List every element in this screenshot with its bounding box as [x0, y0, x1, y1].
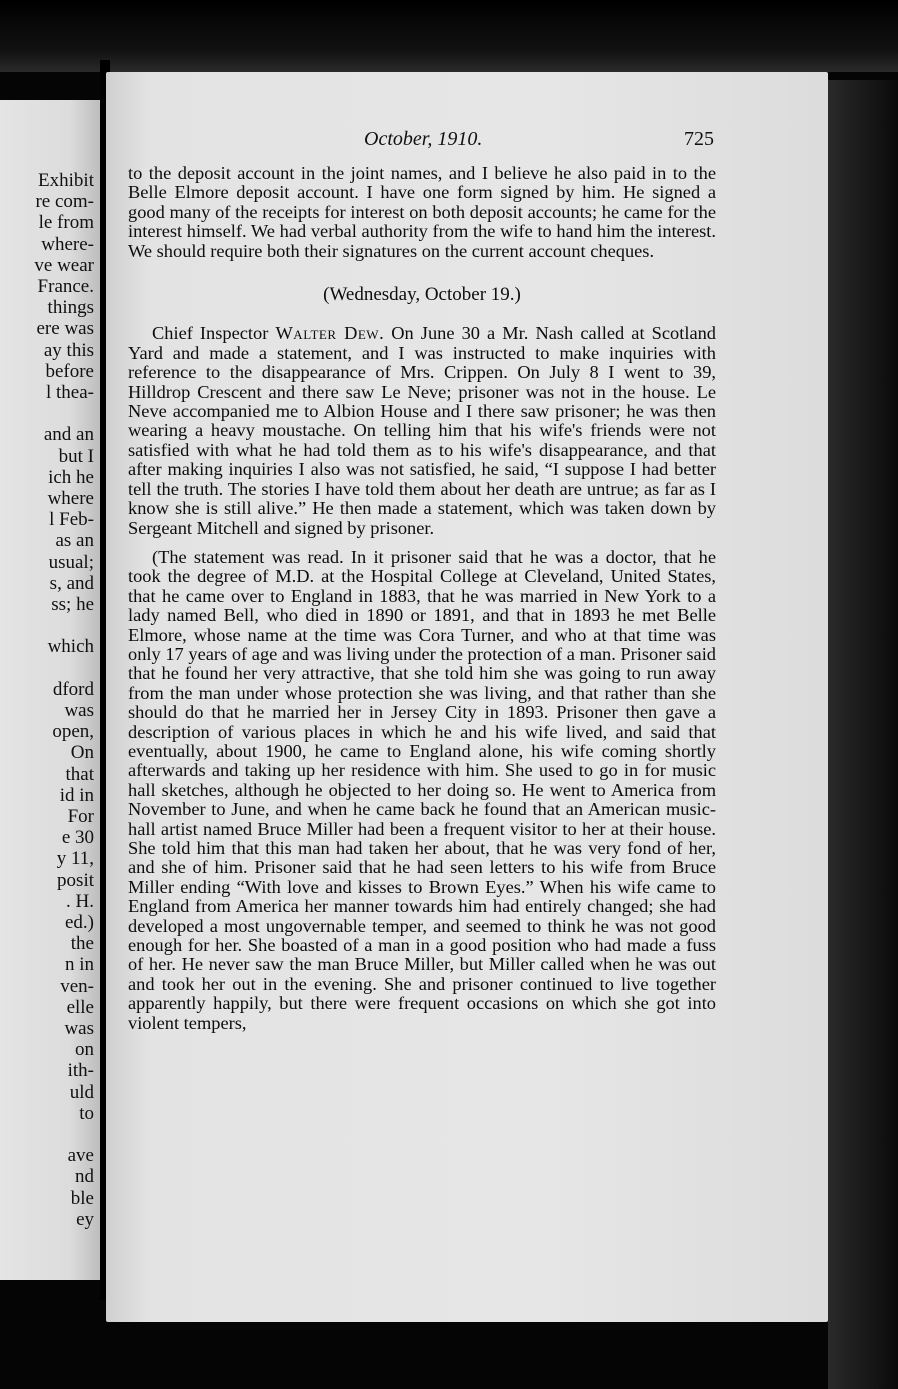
left-page-line: ich he: [48, 466, 94, 488]
left-page-line: the: [70, 933, 94, 955]
left-page-line: that: [65, 763, 94, 785]
left-page-line: id in: [59, 784, 94, 806]
left-page-line: before: [45, 360, 94, 382]
left-page-line: ed.): [64, 912, 94, 933]
left-page-line: was: [64, 700, 94, 721]
testimony-text: On June 30 a Mr. Nash called at Scotland Yard and made a statement, and I was instructed to make inquiries with reference to the disappearance of Mrs. Crippen. On July 8 I went to 39, Hilldrop Crescent and there saw Le Neve; prisoner was not in the house. Le Neve accompanied me to Albion House and I there saw prisoner; he was then wearing a heavy moustache. On telling him that his wife's friends were not satisfied with what he had told them as to his wife's disappearance, and that after making inquiries I also was not satisfied, he said, “I suppose I had better tell the truth. The stories I have told them about her death are untrue; as far as I know she is still alive.” He then made a statement, which was taken down by Sergeant Mitchell and signed by prisoner.: [128, 323, 717, 538]
left-page-line: ble: [70, 1187, 94, 1209]
left-page-line: France.: [37, 276, 94, 297]
left-page-line: on: [75, 1039, 94, 1061]
left-page-line: dford: [52, 678, 94, 700]
scan-right-edge: [828, 80, 898, 1389]
left-page-line: ss; he: [51, 594, 94, 615]
left-page-line: usual;: [48, 551, 94, 573]
left-facing-page: [0, 100, 100, 1280]
left-page-line: On: [70, 742, 94, 764]
left-page-line: y 11,: [56, 848, 94, 870]
left-page-line: things: [47, 297, 94, 319]
left-page-line: but I: [58, 445, 94, 467]
left-page-line: . H.: [66, 890, 94, 912]
left-page-line: where-: [41, 233, 94, 255]
left-page-line: ve wear: [34, 254, 94, 276]
left-page-line: uld: [69, 1081, 94, 1103]
left-page-line: ith-: [67, 1060, 94, 1082]
date-heading: (Wednesday, October 19.): [323, 284, 521, 306]
paragraph-statement: (The statement was read. In it prisoner said that he was a doctor, that he took the degree of M.D. at the Hospital College at Cleveland, United States, that he came over to England in 1883, that he was married in New York to a lady named Bell, who died in 1890 or 1891, and that in 1893 he met Belle Elmore, whose name at the time was Cora Turner, and who at that time was only 17 years of age and was living under the protection of a man. Prisoner said that he found her very attractive, that she told him she was going to run away from the man under whose protection she was living, and that rather than she should do that he married her in Jersey City in 1893. Prisoner then gave a description of various places in which he and his wife lived, and said that eventually, about 1900, he came to England alone, his wife coming shortly afterwards and taking up her residence with him. She used to go in for music hall sketches, although he objected to her doing so. He went to America from November to June, and when he came back he found that an American music-hall artist named Bruce Miller had been a frequent visitor to her at their house. She told him that this man had taken her about, that he was very fond of her, and she of him. Prisoner said that he had seen letters to his wife from Bruce Miller ending “With love and kisses to Brown Eyes.” When his wife came to England from America her manner towards him had entirely changed; she had developed a most ungovernable temper, and seemed to think he was not good enough for her. She boasted of a man in a good position who had made a fuss of her. He never saw the man Bruce Miller, but Miller called when he was out and took her out in the evening. She and prisoner continued to live together apparently happily, but there were frequent occasions on which she got into violent tempers,: [128, 546, 716, 1033]
left-page-line: was: [64, 1018, 94, 1039]
left-page-line: s, and: [49, 572, 94, 594]
left-page-line: e 30: [61, 827, 94, 849]
paragraph-testimony: [128, 324, 716, 537]
speaker-name: Walter Dew.: [275, 323, 385, 344]
left-page-line: which: [47, 636, 94, 658]
left-page-line: where: [47, 488, 94, 509]
right-page: [106, 72, 828, 1322]
left-page-line: re com-: [35, 191, 94, 213]
left-page-line: as an: [55, 530, 94, 552]
left-page-line: ave: [67, 1145, 94, 1167]
scan-top-shadow: [0, 0, 898, 72]
page-body: [128, 164, 716, 1033]
paragraph-continued: to the deposit account in the joint names, and I believe he also paid in to the Belle Elmore deposit account. I have one form signed by him. He signed a good many of the receipts for interest on both deposit accounts; he came for the interest himself. We had verbal authority from the wife to hand him the interest. We should require both their signatures on the current account cheques.: [128, 163, 716, 261]
speaker-title: Chief Inspector: [152, 323, 276, 344]
page-number: 725: [684, 128, 714, 150]
left-page-line: Exhibit: [38, 170, 94, 191]
left-page-line: For: [67, 806, 94, 827]
left-page-line: l Feb-: [49, 509, 94, 531]
left-page-line: to: [79, 1102, 94, 1124]
left-page-line: open,: [52, 721, 94, 743]
left-page-line: and an: [43, 424, 94, 446]
left-page-line: n in: [64, 954, 94, 976]
left-page-line: ere was: [36, 318, 94, 340]
left-page-line: nd: [75, 1166, 94, 1188]
left-page-line: ey: [76, 1208, 94, 1230]
left-page-line: le from: [38, 212, 94, 234]
left-page-line: ay this: [43, 339, 94, 361]
running-title: October, 1910.: [364, 128, 483, 150]
left-page-line: l thea-: [45, 382, 94, 403]
left-page-line: elle: [66, 996, 94, 1018]
left-page-line: posit: [57, 869, 94, 891]
left-page-line: ven-: [60, 975, 94, 997]
